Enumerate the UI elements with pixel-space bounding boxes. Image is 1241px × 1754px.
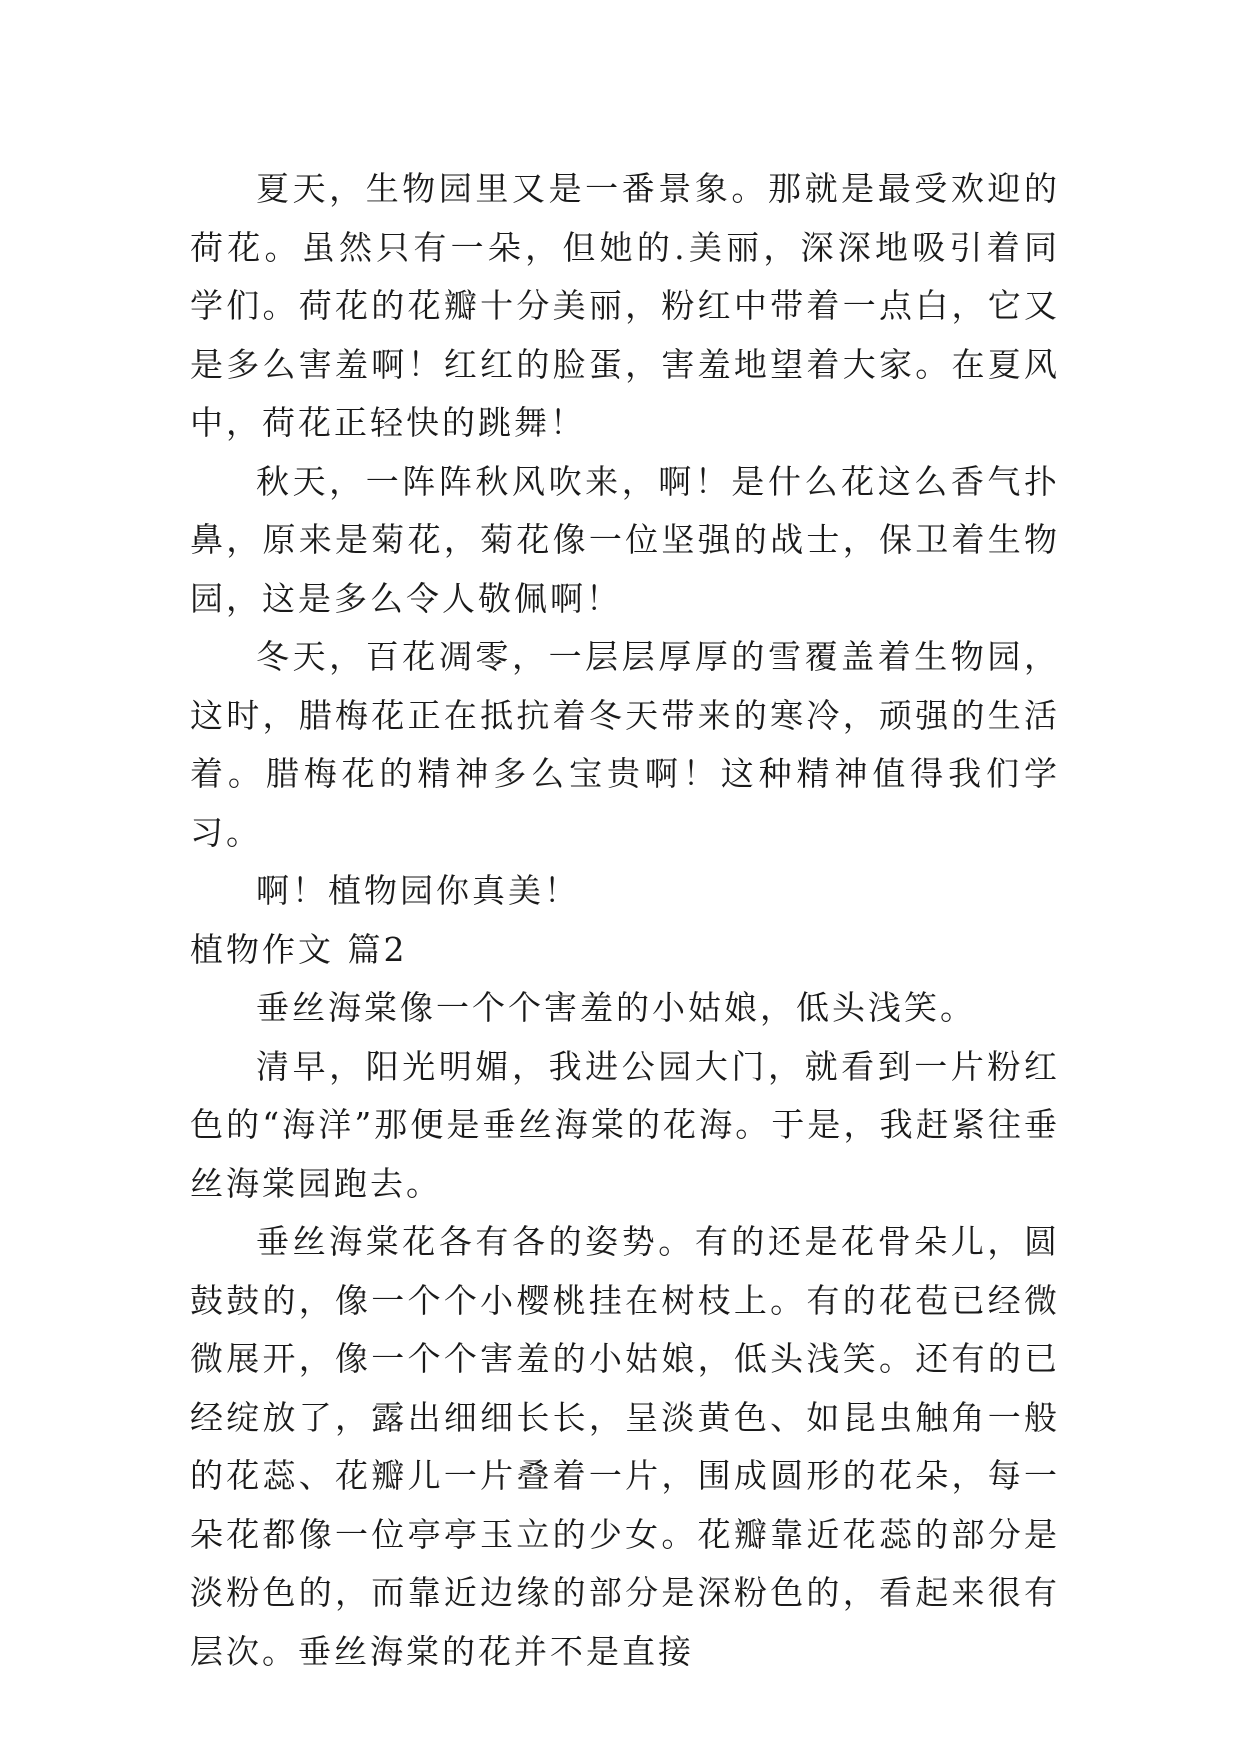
document-body	[190, 160, 1060, 1681]
paragraph-poses: 垂丝海棠花各有各的姿势。有的还是花骨朵儿，圆鼓鼓的，像一个个小樱桃挂在树枝上。有的花苞已经微微展开，像一个个害羞的小姑娘，低头浅笑。还有的已经绽放了，露出细细长长，呈淡黄色、如昆虫触角一般的花蕊、花瓣儿一片叠着一片，围成圆形的花朵，每一朵花都像一位亭亭玉立的少女。花瓣靠近花蕊的部分是淡粉色的，而靠近边缘的部分是深粉色的，看起来很有层次。垂丝海棠的花并不是直接	[190, 1222, 1060, 1671]
paragraph-summer: 夏天，生物园里又是一番景象。那就是最受欢迎的荷花。虽然只有一朵，但她的.美丽，深深地吸引着同学们。荷花的花瓣十分美丽，粉红中带着一点白，它又是多么害羞啊！红红的脸蛋，害羞地望着大家。在夏风中，荷花正轻快的跳舞！	[190, 169, 1060, 442]
paragraph-autumn: 秋天，一阵阵秋风吹来，啊！是什么花这么香气扑鼻，原来是菊花，菊花像一位坚强的战士，保卫着生物园，这是多么令人敬佩啊！	[190, 461, 1060, 618]
paragraph-winter: 冬天，百花凋零，一层层厚厚的雪覆盖着生物园，这时，腊梅花正在抵抗着冬天带来的寒冷，顽强的生活着。腊梅花的精神多么宝贵啊！这种精神值得我们学习。	[190, 637, 1060, 852]
paragraph-morning: 清早，阳光明媚，我进公园大门，就看到一片粉红色的“海洋”那便是垂丝海棠的花海。于是，我赶紧往垂丝海棠园跑去。	[190, 1046, 1060, 1203]
section-heading: 植物作文 篇2	[190, 929, 408, 969]
paragraph-closing: 啊！植物园你真美！	[256, 871, 580, 910]
paragraph-intro: 垂丝海棠像一个个害羞的小姑娘，低头浅笑。	[256, 988, 976, 1027]
